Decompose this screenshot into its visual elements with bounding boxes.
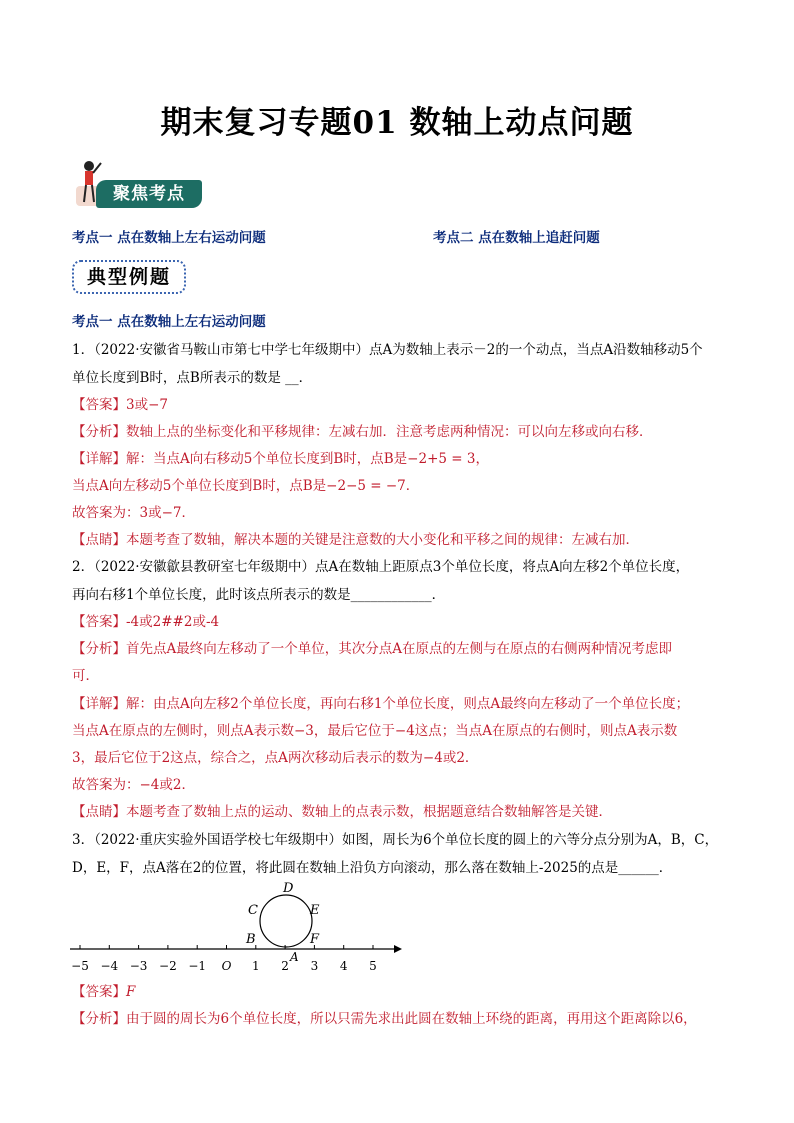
detail-tag: 【详解】 xyxy=(72,451,126,467)
q1-detail2: 当点A向左移动5个单位长度到B时，点B是−2−5 = −7． xyxy=(72,478,420,494)
q1-comment-row xyxy=(72,528,639,548)
q3-answer: F xyxy=(126,984,136,1000)
q1-line2: 单位长度到B时，点B所表示的数是 __． xyxy=(72,370,313,386)
point-label-B: B xyxy=(246,932,256,947)
q3-line1: 3．（2022·重庆实验外国语学校七年级期中）如图，周长为6个单位长度的圆上的六等分点分别为A，B，C， xyxy=(72,832,719,848)
comment-tag: 【点睛】 xyxy=(72,532,126,548)
q2-line2: 再向右移1个单位长度，此时该点所表示的数是____________． xyxy=(72,587,446,603)
tick-label: 1 xyxy=(251,959,260,973)
q2-detail1: 解：由点A向左移2个单位长度，再向右移1个单位长度，则点A最终向左移动了一个单位长度； xyxy=(126,696,690,712)
answer-tag: 【答案】 xyxy=(72,614,126,630)
q1-comment: 本题考查了数轴，解决本题的关键是注意数的大小变化和平移之间的规律：左减右加． xyxy=(126,532,639,548)
focus-label: 聚焦考点 xyxy=(96,180,202,208)
q2-analysis2: 可． xyxy=(72,668,99,684)
q2-detail-row xyxy=(72,692,689,712)
axis-arrow-icon xyxy=(394,945,402,953)
q2-answer: -4或2##2或-4 xyxy=(126,614,220,630)
q1-detail3: 故答案为：3或−7． xyxy=(72,505,195,521)
q3-answer-row xyxy=(72,980,135,1000)
q2-line1: 2．（2022·安徽歙县教研室七年级期中）点A在数轴上距原点3个单位长度，将点A向左移2个单位长度， xyxy=(72,559,690,575)
section1-title: 考点一 点在数轴上左右运动问题 xyxy=(72,314,266,330)
answer-tag: 【答案】 xyxy=(72,397,126,413)
analysis-tag: 【分析】 xyxy=(72,1011,126,1027)
tick-label: −5 xyxy=(71,959,89,973)
q1-answer-row xyxy=(72,393,168,413)
q2-analysis-row xyxy=(72,637,672,657)
q1-analysis-row xyxy=(72,420,653,440)
q2-comment: 本题考查了数轴上点的运动、数轴上的点表示数，根据题意结合数轴解答是关键． xyxy=(126,804,612,820)
rolling-circle xyxy=(260,895,312,947)
q1-line1: 1．（2022·安徽省马鞍山市第七中学七年级期中）点A为数轴上表示－2的一个动点，当点A沿数轴移动5个 xyxy=(72,342,703,358)
number-line-figure xyxy=(66,876,406,974)
q1-detail1: 解：当点A向右移动5个单位长度到B时，点B是−2+5 = 3， xyxy=(126,451,489,467)
tick-label: −4 xyxy=(100,959,119,973)
tick-label: −3 xyxy=(129,959,148,973)
detail-tag: 【详解】 xyxy=(72,696,126,712)
q1-detail-row xyxy=(72,447,489,467)
answer-tag: 【答案】 xyxy=(72,984,126,1000)
q1-analysis: 数轴上点的坐标变化和平移规律：左减右加．注意考虑两种情况：可以向左移或向右移． xyxy=(126,424,653,440)
q3-analysis-row xyxy=(72,1007,697,1027)
kaodian-2: 考点二 点在数轴上追赶问题 xyxy=(433,230,600,246)
comment-tag: 【点睛】 xyxy=(72,804,126,820)
q2-detail3: 3，最后它位于2这点，综合之，点A两次移动后表示的数为−4或2． xyxy=(72,750,479,766)
kaodian-1: 考点一 点在数轴上左右运动问题 xyxy=(72,230,266,246)
tick-label: 4 xyxy=(339,959,348,973)
q1-answer: 3或−7 xyxy=(126,397,168,413)
tick-label: 3 xyxy=(310,959,319,973)
analysis-tag: 【分析】 xyxy=(72,641,126,657)
point-label-C: C xyxy=(248,903,258,918)
q3-analysis: 由于圆的周长为6个单位长度，所以只需先求出此圆在数轴上环绕的距离，再用这个距离除以6， xyxy=(126,1011,697,1027)
tick-label: −2 xyxy=(159,959,177,973)
point-label-D: D xyxy=(283,881,294,896)
example-heading: 典型例题 xyxy=(72,260,186,294)
tick-label: 5 xyxy=(369,959,377,973)
page-title: 期末复习专题01 数轴上动点问题 xyxy=(160,105,634,141)
q2-detail4: 故答案为：−4或2． xyxy=(72,777,195,793)
q2-comment-row xyxy=(72,800,612,820)
point-label-E: E xyxy=(310,903,320,918)
q2-detail2: 当点A在原点的左侧时，则点A表示数−3，最后它位于−4这点；当点A在原点的右侧时，则点A表示数 xyxy=(72,723,678,739)
point-label-A: A xyxy=(290,950,299,964)
point-label-F: F xyxy=(310,932,320,947)
analysis-tag: 【分析】 xyxy=(72,424,126,440)
q2-analysis1: 首先点A最终向左移动了一个单位，其次分点A在原点的左侧与在原点的右侧两种情况考虑即 xyxy=(126,641,672,657)
tick-label: O xyxy=(221,959,232,973)
tick-label: −1 xyxy=(188,959,207,973)
q3-line2: D，E，F，点A落在2的位置，将此圆在数轴上沿负方向滚动，那么落在数轴上-2025的点是______． xyxy=(72,860,673,876)
q2-answer-row xyxy=(72,610,219,630)
tick-label: 2 xyxy=(281,959,289,973)
